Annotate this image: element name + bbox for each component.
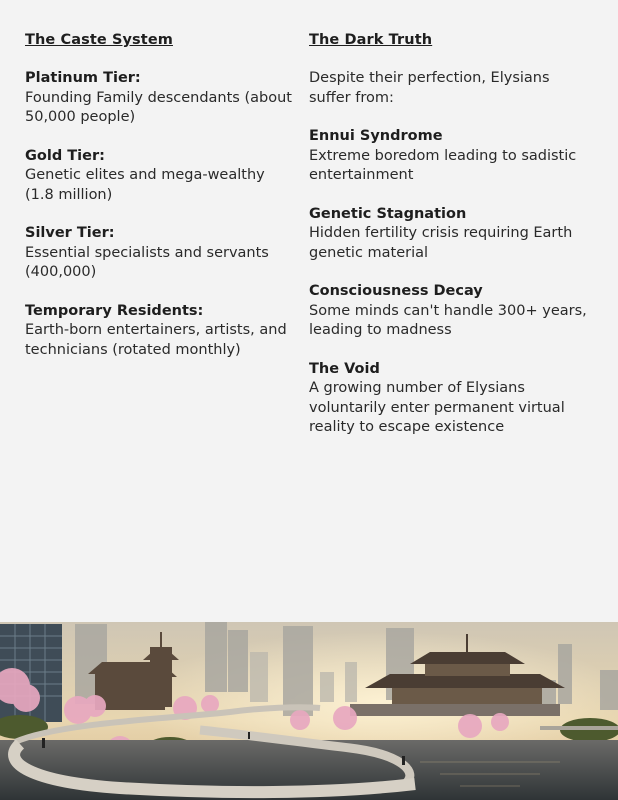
entry-description: Some minds can't handle 300+ years, leading to madness bbox=[309, 302, 587, 338]
affliction-entry bbox=[309, 127, 594, 186]
caste-entry bbox=[25, 147, 295, 206]
entry-description: Hidden fertility crisis requiring Earth genetic material bbox=[309, 225, 573, 261]
entry-description: A growing number of Elysians voluntarily enter permanent virtual reality to escape existence bbox=[309, 380, 565, 435]
dark-truth-intro: Despite their perfection, Elysians suffer from: bbox=[309, 70, 550, 106]
entry-heading: Consciousness Decay bbox=[309, 283, 483, 299]
caste-system-title: The Caste System bbox=[25, 32, 173, 48]
futuristic-city-image bbox=[0, 622, 618, 800]
entry-description: Earth-born entertainers, artists, and technicians (rotated monthly) bbox=[25, 322, 287, 358]
affliction-entry bbox=[309, 282, 594, 341]
entry-heading: Platinum Tier: bbox=[25, 70, 141, 86]
entry-description: Founding Family descendants (about 50,000 people) bbox=[25, 89, 292, 125]
caste-entry bbox=[25, 69, 295, 128]
affliction-entry bbox=[309, 205, 594, 264]
entry-heading: Temporary Residents: bbox=[25, 302, 204, 319]
city-illustration bbox=[0, 622, 618, 800]
entry-heading: Silver Tier: bbox=[25, 225, 115, 241]
entry-heading: Genetic Stagnation bbox=[309, 205, 467, 222]
entry-heading: Gold Tier: bbox=[25, 147, 105, 164]
entry-description: Extreme boredom leading to sadistic entertainment bbox=[309, 147, 577, 183]
affliction-entry bbox=[309, 360, 594, 438]
entry-heading: The Void bbox=[309, 360, 380, 377]
caste-entry bbox=[25, 224, 295, 283]
dark-truth-title: The Dark Truth bbox=[309, 32, 433, 48]
caste-entry bbox=[25, 302, 295, 361]
entry-description: Genetic elites and mega-wealthy (1.8 million) bbox=[25, 167, 265, 203]
caste-system-column bbox=[25, 30, 295, 379]
entry-heading: Ennui Syndrome bbox=[309, 128, 443, 144]
entry-description: Essential specialists and servants (400,000) bbox=[25, 244, 269, 280]
dark-truth-column bbox=[309, 30, 594, 457]
